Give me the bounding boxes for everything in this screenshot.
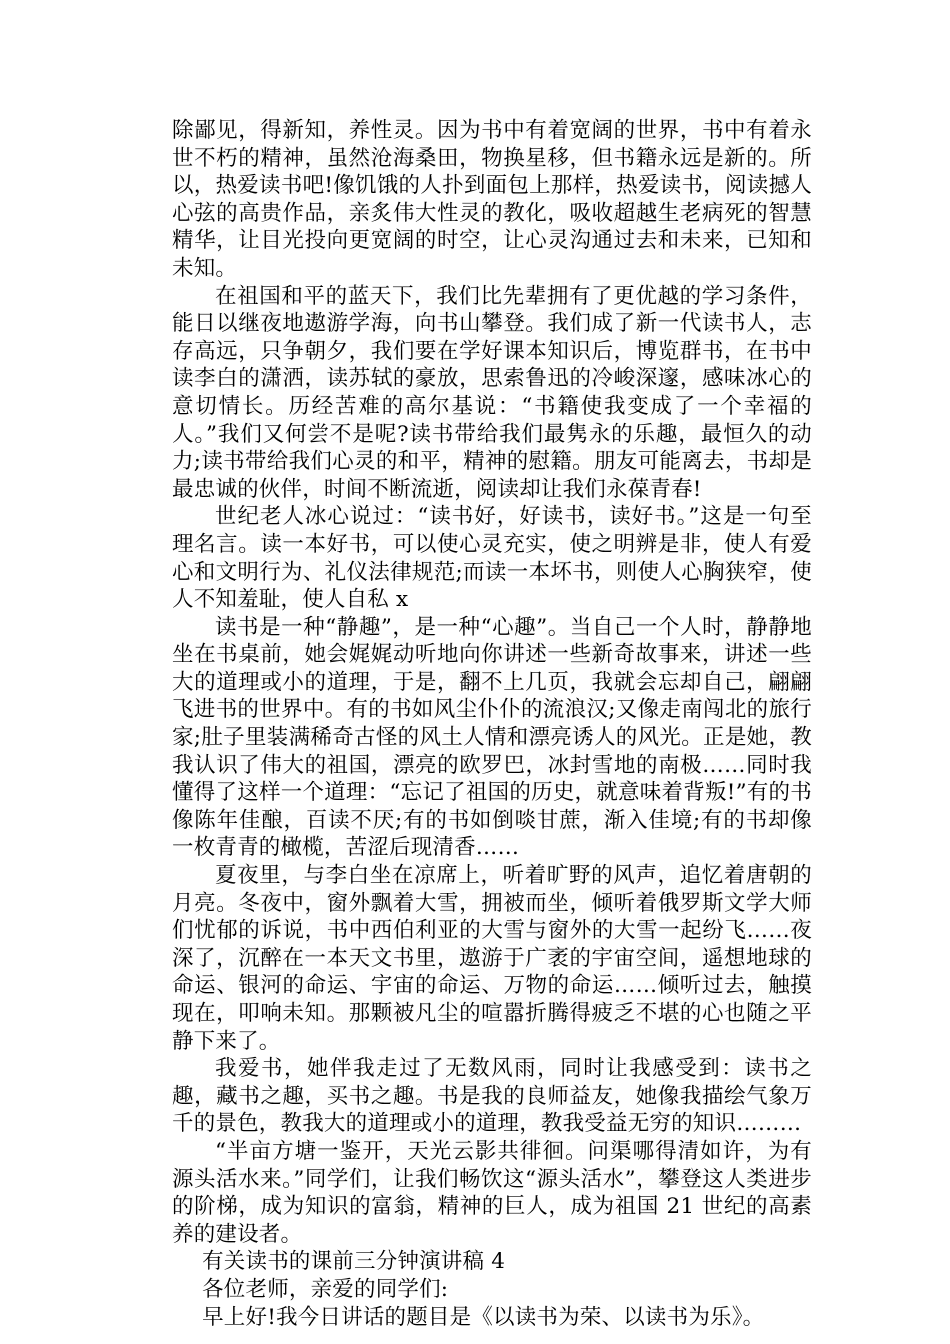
- section-heading: 有关读书的课前三分钟演讲稿 4: [202, 1249, 506, 1275]
- paragraph-7: “半亩方塘一鉴开，天光云影共徘徊。问渠哪得清如许，为有源头活水来。”同学们，让我们畅饮这“源头活水”，攀登这人类进步的阶梯，成为知识的富翁，精神的巨人，成为祖国 21 世纪的高素养的建设者。: [172, 1138, 812, 1247]
- document-body: [172, 117, 812, 1331]
- paragraph-6: 我爱书，她伴我走过了无数风雨，同时让我感受到：读书之趣，藏书之趣，买书之趣。书是我的良师益友，她像我描绘气象万千的景色，教我大的道理或小的道理，教我受益无穷的知识………: [172, 1056, 812, 1137]
- greeting-line: 各位老师，亲爱的同学们:: [202, 1276, 449, 1302]
- paragraph-3: 世纪老人冰心说过：“读书好，好读书，读好书。”这是一句至理名言。读一本好书，可以使心灵充实，使之明辨是非，使人有爱心和文明行为、礼仪法律规范;而读一本坏书，则使人心胸狭窄，使人不知羞耻，使人自私 x: [172, 504, 812, 613]
- opening-line: 早上好!我今日讲话的题目是《以读书为荣、以读书为乐》。: [202, 1304, 765, 1330]
- paragraph-5: 夏夜里，与李白坐在凉席上，听着旷野的风声，追忆着唐朝的月亮。冬夜中，窗外飘着大雪，拥被而坐，倾听着俄罗斯文学大师们忧郁的诉说，书中西伯利亚的大雪与窗外的大雪一起纷飞……夜深了，沉醉在一本天文书里，遨游于广袤的宇宙空间，遥想地球的命运、银河的命运、宇宙的命运、万物的命运……倾听过去，触摸现在，叩响未知。那颗被凡尘的喧嚣折腾得疲乏不堪的心也随之平静下来了。: [172, 863, 812, 1054]
- paragraph-4: 读书是一种“静趣”，是一种“心趣”。当自己一个人时，静静地坐在书桌前，她会娓娓动听地向你讲述一些新奇故事来，讲述一些大的道理或小的道理，于是，翻不上几页，我就会忘却自己，翩翩飞进书的世界中。有的书如风尘仆仆的流浪汉;又像走南闯北的旅行家;肚子里装满稀奇古怪的风土人情和漂亮诱人的风光。正是她，教我认识了伟大的祖国，漂亮的欧罗巴，冰封雪地的南极……同时我懂得了这样一个道理：“忘记了祖国的历史，就意味着背叛!”有的书像陈年佳酿，百读不厌;有的书如倒啖甘蔗，渐入佳境;有的书却像一枚青青的橄榄，苦涩后现清香……: [172, 614, 812, 861]
- paragraph-2: 在祖国和平的蓝天下，我们比先辈拥有了更优越的学习条件，能日以继夜地遨游学海，向书山攀登。我们成了新一代读书人，志存高远，只争朝夕，我们要在学好课本知识后，博览群书，在书中读李白的潇洒，读苏轼的豪放，思索鲁迅的冷峻深邃，感味冰心的意切情长。历经苦难的高尔基说：“书籍使我变成了一个幸福的人。”我们又何尝不是呢?读书带给我们最隽永的乐趣，最恒久的动力;读书带给我们心灵的和平，精神的慰籍。朋友可能离去，书却是最忠诚的伙伴，时间不断流逝，阅读却让我们永葆青春!: [172, 283, 812, 502]
- paragraph-1: 除鄙见，得新知，养性灵。因为书中有着宽阔的世界，书中有着永世不朽的精神，虽然沧海桑田，物换星移，但书籍永远是新的。所以，热爱读书吧!像饥饿的人扑到面包上那样，热爱读书，阅读撼人心弦的高贵作品，亲炙伟大性灵的教化，吸收超越生老病死的智慧精华，让目光投向更宽阔的时空，让心灵沟通过去和未来，已知和未知。: [172, 118, 812, 281]
